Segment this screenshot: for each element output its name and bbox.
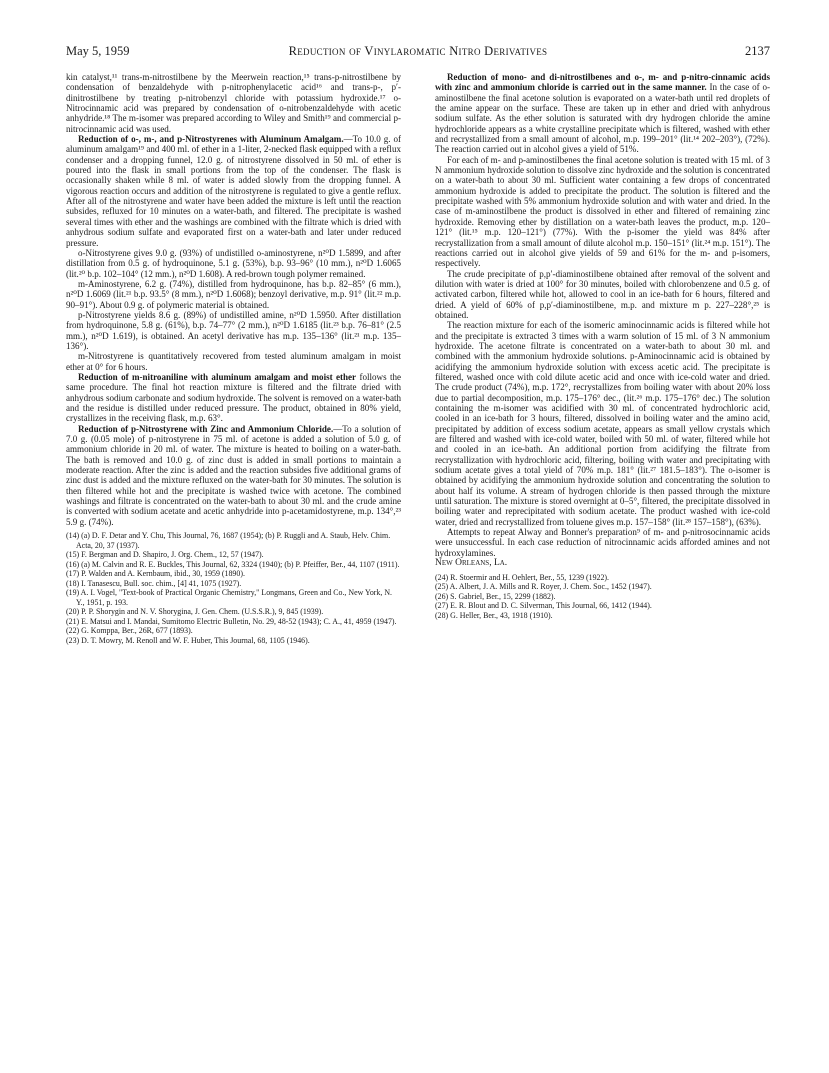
- footnote: (27) E. R. Blout and D. C. Silverman, This Journal, 66, 1412 (1944).: [435, 601, 652, 610]
- footnote: (25) A. Albert, J. A. Mills and R. Royer, J. Chem. Soc., 1452 (1947).: [435, 582, 652, 591]
- section-heading: Reduction of mono- and di-nitrostilbenes and o-, m- and p-nitro-cinnamic acids with zinc and ammonium chloride is carried out in the same manner.: [435, 72, 770, 93]
- footnote: (18) I. Tanasescu, Bull. soc. chim., [4] 41, 1075 (1927).: [66, 578, 242, 588]
- footnote: (21) E. Matsui and I. Mandai, Sumitomo Electric Bulletin, No. 29, 48-52 (1943); C. A., 41, 4959 (1947).: [66, 616, 397, 626]
- paragraph-ortho: o-Nitrostyrene gives 9.0 g. (93%) of undistilled o-aminostyrene, n²⁰D 1.5899, and after distillation from 0.5 g. of hydroquinone, 5.1 g. (53%), b.p. 93–96° (10 mm.), n²⁰D 1.6065 (lit.²⁰ b.p. 102–104° (12 mm.), n²⁰D 1.608). A red-brown tough polymer remained.: [66, 247, 401, 279]
- paragraph-intro: kin catalyst,¹¹ trans-m-nitrostilbene by the Meerwein reaction,¹⁵ trans-p-nitrostilbene by condensation of benzaldehyde with p-nitrophenylacetic acid¹⁶ and trans-p-, p′-dinitrostilbene by treating p-nitrobenzyl chloride with potassium hydroxide.¹⁷ o-Nitrocinnamic acid was prepared by condensation of o-nitrobenzaldehyde with acetic anhydride.¹⁸ The m-isomer was prepared according to Wiley and Smith¹⁹ and commercial p-nitrocinnamic acid was used.: [66, 72, 401, 134]
- footnote: (24) R. Stoermir and H. Oehlert, Ber., 55, 1239 (1922).: [435, 572, 610, 582]
- header-title: Reduction of Vinylaromatic Nitro Derivatives: [288, 44, 548, 58]
- section-heading: Reduction of m-nitroaniline with aluminum amalgam and moist ether: [78, 371, 357, 382]
- paragraph-meta: m-Aminostyrene, 6.2 g. (74%), distilled from hydroquinone, has b.p. 82–85° (6 mm.), n²⁰D 1.6069 (lit.²¹ b.p. 93.5° (8 mm.), n²⁰D 1.6068); benzoyl derivative, m.p. 91° (lit.²² m.p. 90–91°). About 0.9 g. of polymeric material is obtained.: [66, 278, 401, 310]
- page-number: 2137: [745, 44, 770, 58]
- footnote: (28) G. Heller, Ber., 43, 1918 (1910).: [435, 610, 553, 620]
- paragraph-para: p-Nitrostyrene yields 8.6 g. (89%) of undistilled amine, n²⁰D 1.5950. After distillation from hydroquinone, 5.8 g. (61%), b.p. 74–77° (2 mm.), n²⁰D 1.6185 (lit.²³ b.p. 76–81° (2.5 mm.), n²⁰D 1.619), is obtained. An acetyl derivative has m.p. 135–136° (lit.²¹ m.p. 135–136°).: [66, 309, 401, 351]
- footnote: (15) F. Bergman and D. Shapiro, J. Org. Chem., 12, 57 (1947).: [66, 550, 264, 560]
- footnotes-right: [435, 573, 770, 621]
- paragraph-attempts: Attempts to repeat Alway and Bonner's preparation⁹ of m- and p-nitrosocinnamic acids were unsuccessful. In each case reduction of nitrocinnamic acids afforded amines and not hydroxylamines.: [435, 527, 770, 558]
- paragraph-diaminostilbene: The crude precipitate of p,p′-diaminostilbene obtained after removal of the solvent and dilution with water is dried at 100° for 30 minutes, boiled with chlorobenzene and 0.5 g. of activated carbon, filtered while hot, allowed to cool in an ice-bath for 6 hours, filtered and dried. A yield of 60% of p,p′-diaminostilbene, m.p. and mixture m p. 227–228°,²⁵ is obtained.: [435, 268, 770, 320]
- footnote: (16) (a) M. Calvin and R. E. Buckles, This Journal, 62, 3324 (1940); (b) P. Pfeiffer, Ber., 44, 1107 (1911).: [66, 559, 400, 569]
- section-stilbenes: [435, 72, 770, 155]
- section-body: follows the same procedure. The final hot reaction mixture is filtered and the filtrate dried with anhydrous sodium carbonate and sodium hydroxide. The solvent is removed on a water-bath and the residue is distilled under reduced pressure. The product, obtained in 80% yield, crystallizes in the receiving flask, m.p. 63°.: [66, 371, 402, 424]
- page-header: [66, 44, 770, 60]
- footnote: (19) A. I. Vogel, "Text-book of Practical Organic Chemistry," Longmans, Green and Co., New York, N. Y., 1951, p. 193.: [66, 588, 392, 607]
- location: New Orleans, La.: [435, 558, 508, 569]
- header-date: May 5, 1959: [66, 44, 130, 58]
- section-body: —To 10.0 g. of aluminum amalgam¹⁹ and 400 ml. of ether in a 1-liter, 2-necked flask equipped with a reflux condenser and a dropping funnel, 12.0 g. of nitrostyrene dissolved in 50 ml. of ether is poured into the flask in small portions from the top of the condenser. The flask is occasionally shaken while 8 ml. of water is added slowly from the dropping funnel. A vigorous reaction occurs and addition of the nitrostyrene is regulated to give a gentle reflux. After all of the nitrostyrene and water have been added the mixture is left until the reaction subsides, refluxed for 10 minutes on a water-bath, and filtered. The precipitate is washed several times with ether and the washings are combined with the filtrate which is dried with anhydrous sodium sulfate and evaporated first on a water-bath and later under reduced pressure.: [66, 134, 401, 248]
- right-column: [435, 72, 770, 620]
- footnotes-left: [66, 531, 401, 645]
- footnote: (20) P. P. Shorygin and N. V. Shorygina, J. Gen. Chem. (U.S.S.R.), 9, 845 (1939).: [66, 607, 324, 617]
- paragraph-m-p-aminostilbenes: For each of m- and p-aminostilbenes the final acetone solution is treated with 15 ml. of 3 N ammonium hydroxide solution to dissolve zinc hydroxide and the solution is concentrated on a water-bath to about 30 ml. Sufficient water containing a few drops of concentrated ammonium hydroxide is added to precipitate the product. The solution is filtered and the precipitate washed with 5% ammonium hydroxide solution and with water and dried. In the case of m-aminostilbene the product is dissolved in ether and filtered of remaining zinc hydroxide. Removing ether by distillation on a water-bath leaves the product, m.p. 120–121° (lit.¹⁵ m.p. 120–121°) (77%). With the p-isomer the yield was 84% after recrystallization from a small amount of dilute alcohol m.p. 150–151° (lit.²⁴ m.p. 151°). The reactions carried out in alcohol give yields of 59 and 61% for the m- and p-isomers, respectively.: [435, 154, 770, 269]
- section-body: In the case of o-aminostilbene the final acetone solution is evaporated on a water-bath until red droplets of the amine appear on the surface. These are taken up in ether and dried with anhydrous sodium sulfate. As the ether solution is saturated with dry hydrogen chloride the amine hydrochloride appears as a white crystalline precipitate which is filtered, washed with ether and recrystallized from a small amount of alcohol, m.p. 199–201° (lit.¹⁴ 202–203°), (72%). The reaction carried out in alcohol gives a yield of 51%.: [435, 82, 770, 155]
- section-body: —To a solution of 7.0 g. (0.05 mole) of p-nitrostyrene in 75 ml. of acetone is added a solution of 5.0 g. of ammonium chloride in 20 ml. of water. The mixture is heated to boiling on a water-bath. The bath is removed and 10.0 g. of zinc dust is added in small portions to maintain a moderate reaction. After the zinc is added and the reaction subsides five additional grams of zinc dust is added and the mixture refluxed on the water-bath for 30 minutes. The solution is then filtered while hot and the precipitate is washed twice with acetone. The combined washings and filtrate is concentrated on the water-bath to about 30 ml. and the crude amine is converted with sodium acetate and acetic anhydride into p-acetamidostyrene, m.p. 134°,²³ 5.9 g. (74%).: [66, 423, 401, 527]
- section-zinc-ammonium: [66, 424, 401, 527]
- left-column: [66, 72, 401, 645]
- footnote: (22) G. Komppa, Ber., 26R, 677 (1893).: [66, 626, 193, 636]
- section-heading: Reduction of p-Nitrostyrene with Zinc and Ammonium Chloride.: [78, 423, 334, 434]
- paragraph-meta-recovered: m-Nitrostyrene is quantitatively recovered from tested aluminum amalgam in moist ether at 0° for 6 hours.: [66, 351, 401, 372]
- section-nitroaniline: [66, 372, 401, 424]
- footnote: (23) D. T. Mowry, M. Renoll and W. F. Huber, This Journal, 68, 1105 (1946).: [66, 635, 310, 645]
- footnote: (14) (a) D. F. Detar and Y. Chu, This Journal, 76, 1687 (1954); (b) P. Ruggli and A. Staub, Helv. Chim. Acta, 20, 37 (1937).: [66, 531, 391, 550]
- footnote: (26) S. Gabriel, Ber., 15, 2299 (1882).: [435, 591, 556, 601]
- footnote: (17) P. Walden and A. Kernbaum, ibid., 30, 1959 (1890).: [66, 569, 245, 579]
- section-heading: Reduction of o-, m-, and p-Nitrostyrenes with Aluminum Amalgam.: [78, 134, 344, 145]
- section-aluminum-amalgam: [66, 134, 401, 248]
- paragraph-aminocinnamic: The reaction mixture for each of the isomeric aminocinnamic acids is filtered while hot and the precipitate is extracted 3 times with a warm solution of 15 ml. of 3 N ammonium hydroxide. The acetone filtrate is concentrated on a water-bath to about 30 ml. and combined with the ammonium hydroxide solutions. p-Aminocinnamic acid is obtained by acidifying the ammonium hydroxide solution with excess acetic acid. The precipitate is filtered, washed once with cold dilute acetic acid and once with ice-cold water and dried. The crude product (74%), m.p. 172°, recrystallizes from boiling water with about 20% loss due to partial decomposition, m.p. 175–176° dec., (lit.²⁶ m.p. 175–176° dec.) The solution containing the m-isomer was acidified with 30 ml. of concentrated hydrochloric acid, cooled in an ice-bath for 3 hours, filtered, dissolved in boiling water and the amino acid, precipitated by addition of excess sodium acetate, appears as small yellow crystals which are filtered and washed with ice-cold water, boiled with 50 ml. of water, filtered while hot and cooled in an ice-bath. An additional portion from acidifying the filtrate from recrystallization with hydrochloric acid, filtering, boiling with water and precipitating with sodium acetate gives a total yield of 70% m.p. 181° (lit.²⁷ 181.5–183°). The o-isomer is obtained by acidifying the ammonium hydroxide solution and concentrating the solution to about half its volume. A stream of hydrogen chloride is then passed through the mixture until saturation. The mixture is stored overnight at 0–5°, filtered, the precipitate dissolved in boiling water and reprecipitated with sodium acetate. The product washed with ice-cold water, dried and recrystallized from toluene gives m.p. 157–158° (lit.²⁸ 157–158°), (63%).: [435, 320, 770, 527]
